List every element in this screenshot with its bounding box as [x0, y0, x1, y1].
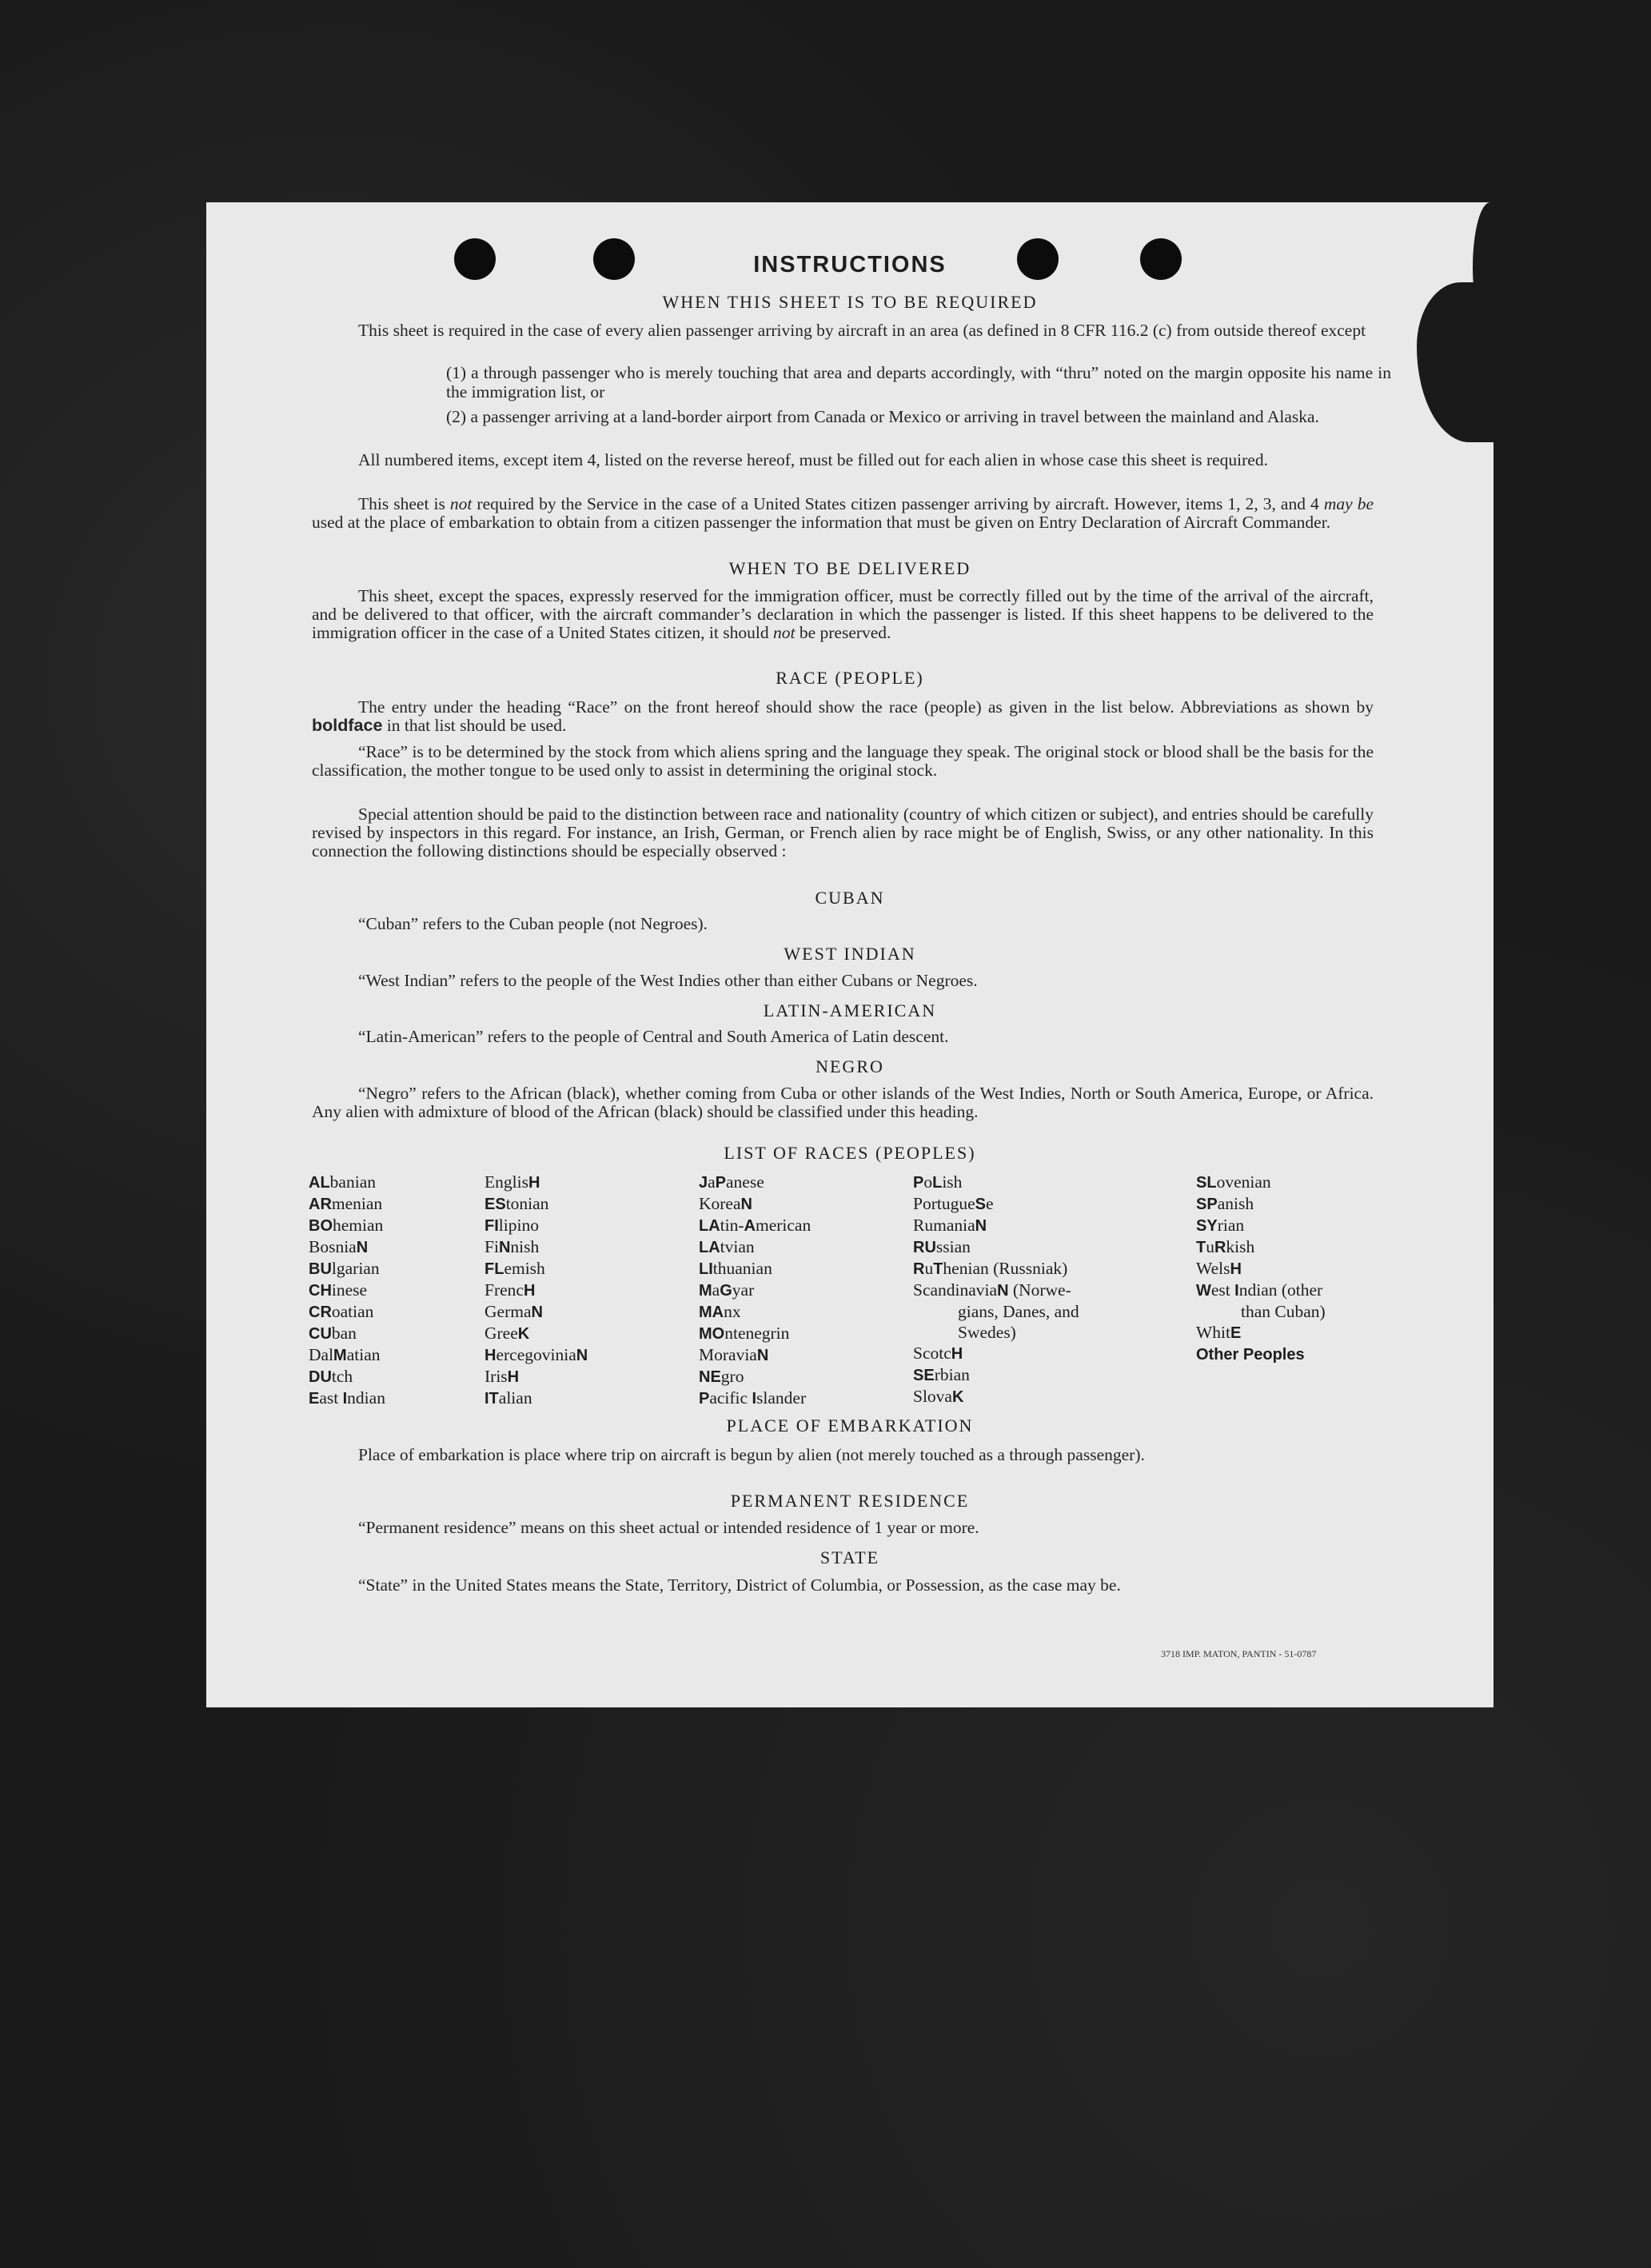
race-entry [485, 1388, 588, 1409]
race-entry [309, 1215, 385, 1236]
race-entry [913, 1215, 1079, 1236]
paragraph-embarkation: Place of embarkation is place where trip on aircraft is begun by alien (not merely touched as a through passenger). [358, 1445, 1145, 1464]
abbreviation-letters: I [1234, 1282, 1239, 1300]
abbreviation-letters: FI [485, 1217, 499, 1235]
race-entry [309, 1344, 385, 1366]
race-text: ercegovinia [496, 1345, 576, 1364]
race-text: Iris [485, 1367, 508, 1386]
abbreviation-letters: MO [699, 1325, 725, 1343]
abbreviation-letters: M [699, 1282, 712, 1300]
race-text: tch [331, 1367, 353, 1386]
race-entry [309, 1258, 385, 1280]
abbreviation-letters: N [576, 1347, 588, 1364]
paragraph-negro: “Negro” refers to the African (black), whether coming from Cuba or other islands of the West Indies, North or South America, Europe, or Africa. Any alien with admixture of blood of the African (black) should be classified under this heading. [312, 1084, 1374, 1121]
race-entry [913, 1364, 1079, 1386]
race-text: est [1210, 1280, 1235, 1300]
race-text: alian [498, 1388, 532, 1408]
abbreviation-letters: R [1214, 1239, 1226, 1256]
race-text: yar [732, 1280, 755, 1300]
race-text: o [923, 1172, 933, 1192]
race-text: lipino [498, 1216, 539, 1235]
abbreviation-letters: H [1230, 1260, 1242, 1278]
race-text: henian (Russniak) [943, 1259, 1068, 1278]
race-entry [1196, 1236, 1326, 1258]
race-entry [309, 1193, 385, 1215]
exception-item-1: (1) a through passenger who is merely touching that area and departs accordingly, with “thru” noted on the margin opposite his name in the immigration list, or [446, 363, 1391, 401]
race-entry [309, 1280, 385, 1301]
race-entry [913, 1258, 1079, 1280]
race-text: ish [942, 1172, 963, 1192]
race-entry [699, 1172, 811, 1193]
paragraph-cuban: “Cuban” refers to the Cuban people (not Negroes). [358, 914, 708, 933]
race-column-1 [309, 1172, 385, 1409]
abbreviation-letters: SE [913, 1367, 935, 1384]
race-entry [913, 1301, 1079, 1322]
abbreviation-letters: AL [309, 1174, 330, 1192]
heading-when-delivered: WHEN TO BE DELIVERED [728, 558, 971, 578]
abbreviation-letters: AR [309, 1196, 332, 1213]
heading-cuban: CUBAN [815, 888, 885, 908]
race-entry [485, 1323, 588, 1344]
race-entry [699, 1323, 811, 1344]
abbreviation-letters: G [720, 1282, 732, 1300]
race-text: anese [726, 1172, 764, 1192]
race-entry [699, 1280, 811, 1301]
text-run: The entry under the heading “Race” on the front hereof should show the race (people) as given in the list below. Abbreviations as shown by [358, 697, 1374, 717]
boldface-text: boldface [312, 716, 383, 735]
abbreviation-letters: SY [1196, 1217, 1218, 1235]
heading-negro: NEGRO [816, 1056, 884, 1076]
race-entry [309, 1301, 385, 1323]
abbreviation-letters: N [997, 1282, 1009, 1300]
race-text: Wels [1196, 1259, 1230, 1278]
abbreviation-letters: BU [309, 1260, 332, 1278]
race-column-4 [913, 1172, 1079, 1408]
race-entry [485, 1172, 588, 1193]
race-text: acific [709, 1388, 752, 1408]
race-text: Portugue [913, 1194, 975, 1213]
race-column-3 [699, 1172, 811, 1409]
race-entry [485, 1301, 588, 1323]
paragraph-west-indian: “West Indian” refers to the people of the West Indies other than either Cubans or Negroes. [358, 971, 978, 990]
race-column-5 [1196, 1172, 1326, 1365]
abbreviation-letters: E [309, 1390, 320, 1408]
race-text: rbian [934, 1365, 970, 1384]
abbreviation-letters: J [699, 1174, 708, 1192]
abbreviation-letters: I [342, 1390, 348, 1408]
abbreviation-letters: P [913, 1174, 924, 1192]
abbreviation-letters: T [933, 1260, 943, 1278]
race-text: Swedes) [958, 1323, 1016, 1342]
race-text: ssian [935, 1237, 971, 1256]
race-text: Gree [485, 1324, 518, 1343]
text-run: This sheet, except the spaces, expressly reserved for the immigration officer, must be correctly filled out by the time of the arrival of the aircraft, and be delivered to that officer, with the aircraft commander’s declaration in which the passenger is listed. If this sheet happens to be delivered to the immigration officer in the case of a United States citizen, it should [312, 586, 1374, 642]
race-text: Bosnia [309, 1237, 357, 1256]
race-text: tvian [720, 1237, 755, 1256]
race-text: ban [331, 1324, 357, 1343]
paragraph-latin-american: “Latin-American” refers to the people of Central and South America of Latin descent. [358, 1027, 949, 1046]
race-text: a [708, 1172, 716, 1192]
race-entry [699, 1301, 811, 1323]
race-text: Scotc [913, 1344, 951, 1363]
paragraph-residence: “Permanent residence” means on this sheet actual or intended residence of 1 year or more. [358, 1518, 979, 1537]
abbreviation-letters: N [356, 1239, 369, 1256]
abbreviation-letters: M [333, 1347, 347, 1364]
abbreviation-letters: N [975, 1217, 987, 1235]
page-title: INSTRUCTIONS [753, 252, 947, 278]
abbreviation-letters: Other Peoples [1196, 1346, 1305, 1364]
race-entry [1196, 1280, 1326, 1301]
race-text: merican [755, 1216, 812, 1235]
race-text: Rumania [913, 1216, 975, 1235]
race-text: u [1206, 1237, 1214, 1256]
race-entry [485, 1344, 588, 1366]
paragraph-required-intro: This sheet is required in the case of every alien passenger arriving by aircraft in an area (as defined in 8 CFR 116.2 (c) from outside thereof except [358, 321, 1366, 340]
abbreviation-letters: SP [1196, 1196, 1218, 1213]
race-text: Moravia [699, 1345, 757, 1364]
abbreviation-letters: T [1196, 1239, 1206, 1256]
abbreviation-letters: BO [309, 1217, 333, 1235]
abbreviation-letters: H [528, 1174, 540, 1192]
race-column-2 [485, 1172, 588, 1409]
abbreviation-letters: DU [309, 1368, 332, 1386]
paragraph-state: “State” in the United States means the State, Territory, District of Columbia, or Possession, as the case may be. [358, 1575, 1121, 1595]
race-text: ndian (other [1238, 1280, 1323, 1300]
race-text: u [924, 1259, 934, 1278]
race-text: tonian [505, 1194, 549, 1213]
race-entry [485, 1193, 588, 1215]
abbreviation-letters: P [699, 1390, 710, 1408]
race-text: tin- [720, 1216, 744, 1235]
abbreviation-letters: CU [309, 1325, 332, 1343]
race-entry [699, 1215, 811, 1236]
printer-imprint: 3718 IMP. MATON, PANTIN - 51-0787 [1161, 1648, 1317, 1659]
heading-latin-american: LATIN-AMERICAN [763, 1000, 937, 1020]
race-text: thuanian [712, 1259, 772, 1278]
race-text: Englis [485, 1172, 528, 1192]
abbreviation-letters: S [975, 1196, 986, 1213]
abbreviation-letters: P [715, 1174, 727, 1192]
abbreviation-letters: N [740, 1196, 752, 1213]
abbreviation-letters: H [951, 1345, 963, 1363]
race-entry [485, 1215, 588, 1236]
race-entry [913, 1172, 1079, 1193]
race-text: Scandinavia [913, 1280, 998, 1300]
race-entry [913, 1236, 1079, 1258]
exception-item-2: (2) a passenger arriving at a land-border airport from Canada or Mexico or arriving in travel between the mainland and Alaska. [446, 407, 1319, 426]
paragraph-citizen [312, 495, 1374, 532]
abbreviation-letters: LA [699, 1239, 720, 1256]
race-entry [1196, 1215, 1326, 1236]
race-text: (Norwe- [1008, 1280, 1071, 1300]
abbreviation-letters: N [531, 1304, 543, 1321]
race-text: ovenian [1216, 1172, 1271, 1192]
race-text: menian [331, 1194, 383, 1213]
race-entry [1196, 1322, 1326, 1344]
abbreviation-letters: A [744, 1217, 756, 1235]
paragraph-special-attention: Special attention should be paid to the distinction between race and nationality (country of which citizen or subject), and entries should be carefully revised by inspectors in this regard. For instance, an Irish, German, or French alien by race might be of English, Swiss, or any other nationality. In this connection the following distinctions should be especially observed : [312, 805, 1374, 860]
race-text: Fi [485, 1237, 499, 1256]
race-text: Dal [309, 1345, 334, 1364]
race-text: anish [1217, 1194, 1254, 1213]
heading-state: STATE [820, 1547, 880, 1567]
race-entry [309, 1172, 385, 1193]
race-text: banian [329, 1172, 376, 1192]
race-text: e [985, 1194, 994, 1213]
heading-west-indian: WEST INDIAN [784, 944, 916, 964]
abbreviation-letters: N [756, 1347, 769, 1364]
abbreviation-letters: FL [485, 1260, 504, 1278]
race-text: inese [331, 1280, 368, 1300]
paragraph-delivered [312, 587, 1374, 642]
abbreviation-letters: CR [309, 1304, 332, 1321]
heading-when-required: WHEN THIS SHEET IS TO BE REQUIRED [662, 292, 1038, 312]
race-text: lgarian [331, 1259, 380, 1278]
abbreviation-letters: R [913, 1260, 925, 1278]
race-text: oatian [331, 1302, 374, 1321]
paragraph-numbered-items: All numbered items, except item 4, listed on the reverse hereof, must be filled out for each alien in whose case this sheet is required. [358, 450, 1268, 469]
abbreviation-letters: SL [1196, 1174, 1217, 1192]
race-text: ntenegrin [724, 1324, 790, 1343]
race-entry [1196, 1172, 1326, 1193]
abbreviation-letters: I [752, 1390, 757, 1408]
paragraph-race-determined: “Race” is to be determined by the stock from which aliens spring and the language they speak. The original stock or blood shall be the basis for the classification, the mother tongue to be used only to assist in determining the original stock. [312, 742, 1374, 780]
race-text: emish [504, 1259, 545, 1278]
emphasis-text: not [772, 623, 796, 642]
text-run: be preserved. [795, 623, 891, 642]
race-entry [1196, 1193, 1326, 1215]
race-text: a [712, 1280, 720, 1300]
abbreviation-letters: IT [485, 1390, 499, 1408]
emphasis-text: may be [1323, 494, 1374, 513]
race-text: rian [1217, 1216, 1245, 1235]
race-entry [309, 1236, 385, 1258]
race-entry [485, 1236, 588, 1258]
race-entry [699, 1344, 811, 1366]
text-run: This sheet is [358, 494, 450, 513]
heading-list-of-races: LIST OF RACES (PEOPLES) [724, 1143, 976, 1163]
heading-place-of-embarkation: PLACE OF EMBARKATION [726, 1416, 974, 1435]
abbreviation-letters: H [523, 1282, 536, 1300]
race-text: Slova [913, 1387, 952, 1406]
abbreviation-letters: E [1230, 1324, 1242, 1342]
abbreviation-letters: NE [699, 1368, 721, 1386]
emphasis-text: not [449, 494, 473, 513]
abbreviation-letters: LI [699, 1260, 713, 1278]
race-entry [1196, 1301, 1326, 1322]
race-entry [913, 1280, 1079, 1301]
race-text: nish [510, 1237, 540, 1256]
race-entry [913, 1386, 1079, 1408]
race-text: than Cuban) [1241, 1302, 1326, 1321]
race-text: hemian [333, 1216, 384, 1235]
race-entry [309, 1388, 385, 1409]
race-text: atian [346, 1345, 381, 1364]
race-entry [1196, 1258, 1326, 1280]
abbreviation-letters: LA [699, 1217, 720, 1235]
race-entry [699, 1236, 811, 1258]
race-entry [485, 1366, 588, 1388]
race-text: slander [756, 1388, 807, 1408]
race-text: Germa [485, 1302, 532, 1321]
abbreviation-letters: K [517, 1325, 530, 1343]
abbreviation-letters: K [951, 1388, 964, 1406]
abbreviation-letters: CH [309, 1282, 332, 1300]
race-text: gro [720, 1367, 744, 1386]
abbreviation-letters: MA [699, 1304, 724, 1321]
heading-race: RACE (PEOPLE) [776, 668, 924, 688]
abbreviation-letters: H [507, 1368, 520, 1386]
race-entry [699, 1388, 811, 1409]
race-entry [485, 1280, 588, 1301]
text-run: required by the Service in the case of a United States citizen passenger arriving by aircraft. However, items 1, 2, 3, and 4 [472, 494, 1324, 513]
race-text: Frenc [485, 1280, 524, 1300]
race-entry [1196, 1344, 1326, 1365]
race-entry [485, 1258, 588, 1280]
abbreviation-letters: W [1196, 1282, 1211, 1300]
abbreviation-letters: H [485, 1347, 496, 1364]
race-text: Korea [699, 1194, 741, 1213]
race-text: ast [319, 1388, 343, 1408]
race-entry [913, 1343, 1079, 1364]
race-text: kish [1226, 1237, 1255, 1256]
race-entry [699, 1258, 811, 1280]
race-text: Whit [1196, 1323, 1230, 1342]
paragraph-race-entry [312, 698, 1374, 735]
race-entry [309, 1323, 385, 1344]
text-run: in that list should be used. [382, 716, 567, 735]
race-entry [913, 1193, 1079, 1215]
text-run: used at the place of embarkation to obtain from a citizen passenger the information that must be given on Entry Declaration of Aircraft Commander. [312, 513, 1331, 532]
instruction-sheet [206, 202, 1493, 1707]
race-entry [309, 1366, 385, 1388]
race-entry [699, 1193, 811, 1215]
race-text: ndian [347, 1388, 385, 1408]
heading-permanent-residence: PERMANENT RESIDENCE [730, 1491, 970, 1511]
abbreviation-letters: N [498, 1239, 511, 1256]
abbreviation-letters: L [932, 1174, 943, 1192]
abbreviation-letters: ES [485, 1196, 506, 1213]
race-text: gians, Danes, and [958, 1302, 1079, 1321]
abbreviation-letters: RU [913, 1239, 936, 1256]
race-entry [913, 1322, 1079, 1343]
race-entry [699, 1366, 811, 1388]
race-text: nx [724, 1302, 741, 1321]
